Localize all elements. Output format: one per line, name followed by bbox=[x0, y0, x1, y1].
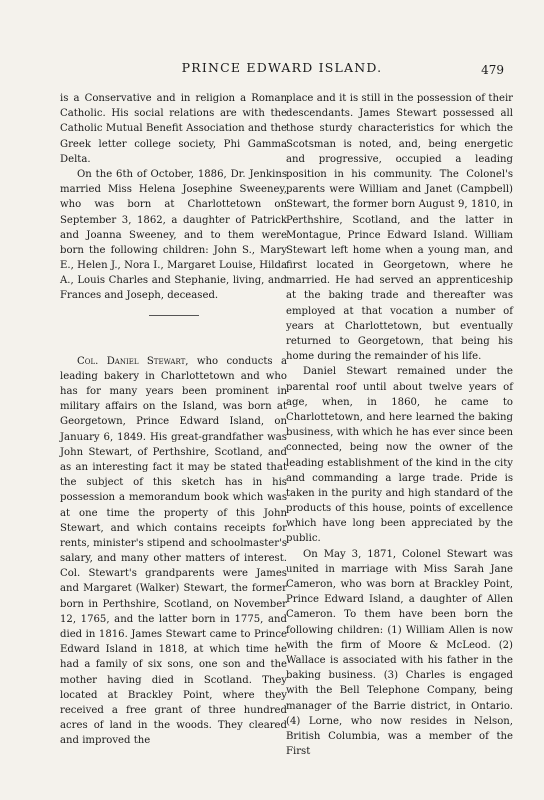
right-column bbox=[286, 91, 513, 759]
paragraph-stewart-text: who conducts a leading bakery in Charlottetown and who has for many years been prominent in military affairs on the Island, was born at Georgetown, Prince Edward Island, on January 6, 1849. His great-grandfather was John Stewart, of Perthshire, Scotland, and as an interesting fact it may be stated that the subject of this sketch has in his possession a memorandum book which was at one time the property of this John Stewart, and which contains receipts for rents, minister's stipend and schoolmaster's salary, and many other matters of interest. Col. Stewart's grandparents were James and Margaret (Walker) Stewart, the former born in Perthshire, Scotland, on November 12, 1765, and the latter born in 1775, and died in 1816. James Stewart came to Prince Edward Island in 1818, at which time he had a family of six sons, one son and the mother having died in Scotland. They located at Brackley Point, where they received a free grant of three hundred acres of land in the woods. They cleared and improved the bbox=[60, 355, 287, 747]
paragraph-stewart-intro bbox=[60, 354, 287, 749]
paragraph-baking: Daniel Stewart remained under the parental roof until about twelve years of age, when, in 1860, he came to Charlottetown, and here learned the baking business, with which he has ever since been connected, being now the owner of the leading establishment of the kind in the city and commanding a large trade. Pride is taken in the purity and high standard of the products of this house, points of excellence which have long been appreciated by the public. bbox=[286, 366, 513, 545]
page-number: 479 bbox=[481, 63, 504, 77]
running-title: PRINCE EDWARD ISLAND. bbox=[181, 60, 383, 75]
paragraph-continued: is a Conservative and in religion a Roman Catholic. His social relations are with the Catholic Mutual Benefit Association and the Greek letter college society, Phi Gamma Delta. bbox=[60, 93, 287, 165]
section-divider bbox=[149, 315, 199, 316]
subject-name: Col. Daniel Stewart, bbox=[77, 355, 189, 367]
paragraph-marriage: On the 6th of October, 1886, Dr. Jenkins married Miss Helena Josephine Sweeney, who was born at Charlottetown on September 3, 1862, a daughter of Patrick and Joanna Sweeney, and to them were born the following children: John S., Mary E., Helen J., Nora I., Margaret Louise, Hilda A., Louis Charles and Stephanie, living, and Frances and Joseph, deceased. bbox=[60, 168, 287, 302]
left-column bbox=[60, 91, 287, 749]
paragraph-continued-right: place and it is still in the possession of their descendants. James Stewart possessed all those sturdy characteristics for which the Scotsman is noted, and, being energetic and progressive, occupied a leading position in his community. The Colonel's parents were William and Janet (Campbell) Stewart, the former born August 9, 1810, in Perthshire, Scotland, and the latter in Montague, Prince Edward Island. William Stewart left home when a young man, and first located in Georgetown, where he married. He had served an apprenticeship at the baking trade and thereafter was employed at that vocation a number of years at Charlottetown, but eventually returned to Georgetown, that being his home during the remainder of his life. bbox=[286, 93, 513, 363]
running-head bbox=[60, 60, 504, 82]
paragraph-family: On May 3, 1871, Colonel Stewart was united in marriage with Miss Sarah Jane Cameron, who was born at Brackley Point, Prince Edward Island, a daughter of Allen Cameron. To them have been born the following children: (1) William Allen is now with the firm of Moore & McLeod. (2) Wallace is associated with his father in the baking business. (3) Charles is engaged with the Bell Telephone Company, being manager of the Barrie district, in Ontario. (4) Lorne, who now resides in Nelson, British Columbia, was a member of the First bbox=[286, 548, 513, 758]
